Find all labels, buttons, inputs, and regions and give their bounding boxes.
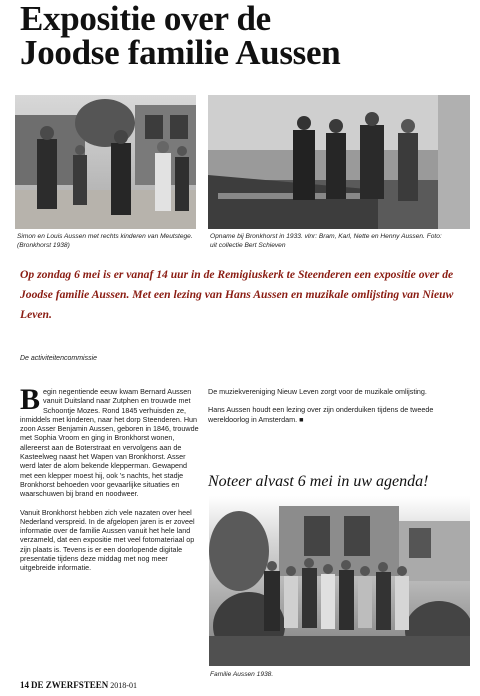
article-intro: Op zondag 6 mei is er vanaf 14 uur in de Remigiuskerk te Steenderen een expositie over de Joodse familie Aussen. Met een lezing van Hans Aussen en muzikale omlijsting van Nieuw Leven.: [20, 268, 454, 321]
page-number: 14: [20, 680, 29, 690]
photo-familie-aussen: [209, 496, 470, 666]
photo-bronkhorst-1933: [208, 95, 470, 229]
dropcap-letter: B: [20, 383, 41, 416]
page-footer: [20, 680, 137, 690]
photo-simon-louis: [15, 95, 196, 229]
magazine-issue: 2018-01: [110, 681, 137, 690]
article-title-line-1: Expositie over de: [20, 0, 271, 38]
photo-familie-aussen-caption: Familie Aussen 1938.: [210, 671, 274, 678]
article-paragraph-4: [208, 405, 440, 424]
article-paragraph-1-text: egin negentiende eeuw kwam Bernard Aussen vanuit Duitsland naar Zutphen en trouwde met Schoontje Mozes. Rond 1845 verhuisden ze, inmiddels met kinderen, naar het dorp Steenderen. Hun zoon Asser Benjamin Aussen, geboren in 1846, trouwde met Sophia Vroom en ging in Bronkhorst wonen, allereerst aan de Boterstraat en vervolgens aan de Kasteelweg naast het Wapen van Bronkhorst. Asser werd later de alom bekende klepperman. Gewapend met een klepper moest hij, ook 's nachts, het stadje Bronkhorst behoeden voor gevaarlijke situaties en waarschuwen bij brand en noodweer.: [20, 387, 199, 499]
agenda-note: Noteer alvast 6 mei in uw agenda!: [208, 473, 429, 490]
magazine-name: DE ZWERFSTEEN: [31, 680, 109, 690]
article-paragraph-1: [20, 383, 200, 499]
article-author: De activiteitencommissie: [20, 355, 98, 362]
article-title-line-2: Joodse familie Aussen: [20, 33, 341, 72]
photo-simon-louis-caption: Simon en Louis Aussen met rechts kinderen van Meutstege. (Bronkhorst 1938): [17, 233, 193, 249]
article-paragraph-4-text: Hans Aussen houdt een lezing over zijn onderduiken tijdens de tweede wereldoorlog in Amsterdam.: [208, 405, 434, 424]
article-paragraph-2: Vanuit Bronkhorst hebben zich vele nazaten over heel Nederland verspreid. In de afgelopen jaren is er zoveel informatie over de familie Aussen vanuit het hele land verzameld, dat een expositie met veel fotomateriaal op zijn plaats is. Tevens is er een doorlopende digitale presentatie tijdens deze middag met nog meer uitgebreide informatie.: [20, 507, 195, 573]
end-mark: ■: [299, 414, 304, 424]
article-body-right-column: [208, 387, 440, 433]
photo-bronkhorst-1933-caption: Opname bij Bronkhorst in 1933. vlnr: Bram, Karl, Nette en Henny Aussen. Foto: uit collectie Bert Schieven: [210, 233, 442, 249]
article-paragraph-3: De muziekvereniging Nieuw Leven zorgt voor de muzikale omlijsting.: [208, 387, 427, 396]
article-title: [20, 2, 470, 70]
article-body-left-column: [20, 383, 200, 582]
